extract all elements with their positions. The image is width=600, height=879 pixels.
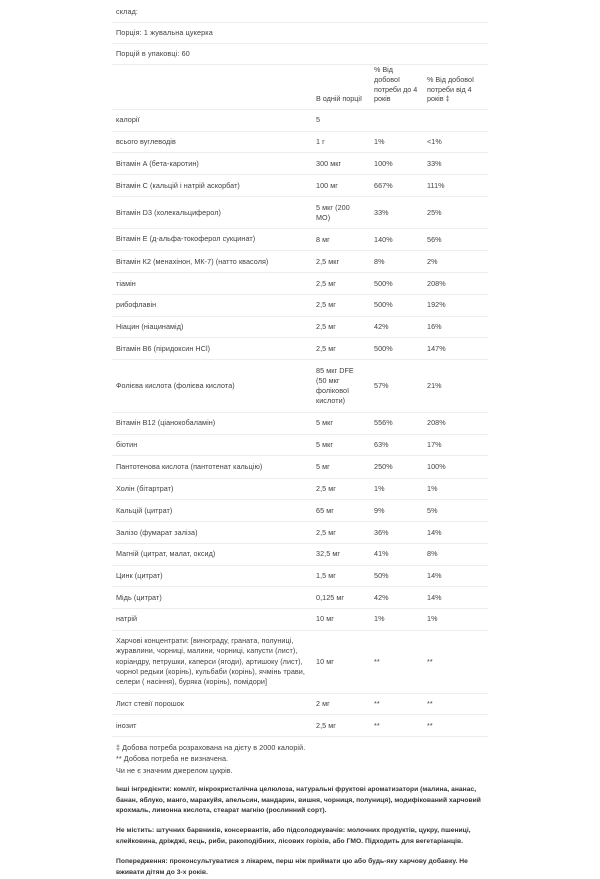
cell-dv-under-4: 500% <box>370 338 423 360</box>
cell-dv-over-4: 147% <box>423 338 488 360</box>
table-row <box>112 543 488 565</box>
table-row <box>112 360 488 413</box>
table-row <box>112 175 488 197</box>
table-row <box>112 131 488 153</box>
cell-dv-over-4: 21% <box>423 360 488 413</box>
cell-dv-over-4: 14% <box>423 565 488 587</box>
cell-nutrient-name: Мідь (цитрат) <box>112 587 312 609</box>
cell-nutrient-name: Вітамін К2 (менахінон, МК-7) (натто квасоля) <box>112 251 312 273</box>
cell-amount-per-serving: 10 мг <box>312 630 370 693</box>
table-row <box>112 715 488 737</box>
cell-dv-under-4: ** <box>370 693 423 715</box>
cell-dv-over-4: 33% <box>423 153 488 175</box>
intro-line-composition: склад: <box>112 0 488 23</box>
cell-amount-per-serving: 5 мкг <box>312 434 370 456</box>
cell-nutrient-name: Вітамін B12 (ціанокобаламін) <box>112 412 312 434</box>
table-row <box>112 478 488 500</box>
cell-dv-under-4: 1% <box>370 478 423 500</box>
cell-nutrient-name: Вітамін D3 (холекальциферол) <box>112 197 312 228</box>
cell-nutrient-name: тіамін <box>112 273 312 295</box>
intro-line-servings-per-container: Порцій в упаковці: 60 <box>112 44 488 65</box>
cell-dv-over-4: 192% <box>423 294 488 316</box>
cell-nutrient-name: Пантотенова кислота (пантотенат кальцію) <box>112 456 312 478</box>
cell-dv-over-4: ** <box>423 715 488 737</box>
cell-amount-per-serving: 1,5 мг <box>312 565 370 587</box>
footer-block <box>112 776 488 879</box>
intro-block <box>112 0 488 65</box>
table-row <box>112 565 488 587</box>
supplement-facts-table <box>112 65 488 737</box>
cell-nutrient-name: рибофлавін <box>112 294 312 316</box>
cell-dv-over-4: 1% <box>423 608 488 630</box>
cell-dv-under-4: 9% <box>370 500 423 522</box>
warning-paragraph: Попередження: проконсультуватися з лікарем, перш ніж приймати цю або будь-яку харчову добавку. Не вживати дітям до 3-х років. <box>116 857 468 876</box>
table-row <box>112 109 488 131</box>
cell-dv-over-4: 208% <box>423 412 488 434</box>
table-row <box>112 456 488 478</box>
cell-nutrient-name: Магній (цитрат, малат, оксид) <box>112 543 312 565</box>
cell-dv-over-4: 2% <box>423 251 488 273</box>
table-row <box>112 412 488 434</box>
cell-dv-over-4: 56% <box>423 228 488 250</box>
cell-dv-over-4: 14% <box>423 522 488 544</box>
cell-amount-per-serving: 300 мкг <box>312 153 370 175</box>
table-footnotes <box>112 737 488 775</box>
cell-dv-under-4: 500% <box>370 294 423 316</box>
table-row <box>112 608 488 630</box>
table-row <box>112 294 488 316</box>
cell-dv-under-4: 250% <box>370 456 423 478</box>
cell-amount-per-serving: 0,125 мг <box>312 587 370 609</box>
cell-dv-under-4: ** <box>370 715 423 737</box>
cell-dv-under-4: 100% <box>370 153 423 175</box>
cell-nutrient-name: Лист стевії порошок <box>112 693 312 715</box>
cell-dv-under-4: 8% <box>370 251 423 273</box>
cell-amount-per-serving: 2,5 мг <box>312 338 370 360</box>
table-body <box>112 109 488 736</box>
cell-nutrient-name: Вітамін C (кальцій і натрій аскорбат) <box>112 175 312 197</box>
table-header-row <box>112 65 488 109</box>
cell-dv-under-4: 556% <box>370 412 423 434</box>
cell-nutrient-name: біотин <box>112 434 312 456</box>
cell-nutrient-name: Фолієва кислота (фолієва кислота) <box>112 360 312 413</box>
cell-dv-over-4: 1% <box>423 478 488 500</box>
cell-amount-per-serving: 32,5 мг <box>312 543 370 565</box>
cell-nutrient-name: калорії <box>112 109 312 131</box>
cell-amount-per-serving: 5 <box>312 109 370 131</box>
cell-amount-per-serving: 5 мг <box>312 456 370 478</box>
table-row <box>112 197 488 228</box>
cell-dv-over-4: ** <box>423 693 488 715</box>
cell-amount-per-serving: 2,5 мг <box>312 316 370 338</box>
column-header-dv-under-4: % Від добової потреби до 4 років <box>370 65 423 109</box>
cell-amount-per-serving: 10 мг <box>312 608 370 630</box>
cell-dv-under-4: 42% <box>370 316 423 338</box>
cell-amount-per-serving: 2,5 мкг <box>312 251 370 273</box>
cell-nutrient-name: Залізо (фумарат заліза) <box>112 522 312 544</box>
cell-amount-per-serving: 2,5 мг <box>312 273 370 295</box>
cell-amount-per-serving: 2,5 мг <box>312 715 370 737</box>
cell-nutrient-name: всього вуглеводів <box>112 131 312 153</box>
cell-amount-per-serving: 5 мкг <box>312 412 370 434</box>
cell-amount-per-serving: 1 г <box>312 131 370 153</box>
cell-dv-under-4: 500% <box>370 273 423 295</box>
column-header-dv-over-4: % Від добової потреби від 4 років ‡ <box>423 65 488 109</box>
cell-dv-under-4: 50% <box>370 565 423 587</box>
cell-dv-under-4 <box>370 109 423 131</box>
cell-amount-per-serving: 2,5 мг <box>312 294 370 316</box>
table-row <box>112 693 488 715</box>
cell-dv-under-4: 57% <box>370 360 423 413</box>
cell-dv-over-4: 208% <box>423 273 488 295</box>
cell-dv-under-4: 36% <box>370 522 423 544</box>
intro-line-serving-size: Порція: 1 жувальна цукерка <box>112 23 488 44</box>
cell-amount-per-serving: 5 мкг (200 МО) <box>312 197 370 228</box>
cell-dv-under-4: 42% <box>370 587 423 609</box>
cell-nutrient-name: Вітамін A (бета-каротин) <box>112 153 312 175</box>
table-header <box>112 65 488 109</box>
cell-amount-per-serving: 100 мг <box>312 175 370 197</box>
other-ingredients-paragraph: Інші інгредієнти: комліт, мікрокристалічна целюлоза, натуральні фруктові ароматизатори (малина, ананас, банан, яблуко, манго, маракуйя, апельсин, мандарин, вишня, чорниця, полуниця), модифікований харчовий крохмаль, лимонна кислота, стеарат магнію (рослинний сорт). <box>116 785 481 815</box>
table-row <box>112 434 488 456</box>
cell-dv-over-4: 100% <box>423 456 488 478</box>
cell-dv-under-4: 1% <box>370 608 423 630</box>
cell-nutrient-name: Цинк (цитрат) <box>112 565 312 587</box>
cell-nutrient-name: Холін (бітартрат) <box>112 478 312 500</box>
cell-nutrient-name: Вітамін B6 (піридоксин HCl) <box>112 338 312 360</box>
table-row <box>112 522 488 544</box>
table-row <box>112 228 488 250</box>
cell-nutrient-name: Харчові концентрати: [винограду, граната, полуниці, журавлини, чорниці, малини, чорниці, капусти (лист), коріандру, петрушки, каперси (ягоди), артишоку (лист), чорної редьки (корінь), кульбаби (корінь), ячмінь трави, селери ( насіння), буряка (корінь), помідори] <box>112 630 312 693</box>
cell-amount-per-serving: 2 мг <box>312 693 370 715</box>
cell-amount-per-serving: 2,5 мг <box>312 522 370 544</box>
cell-dv-over-4: 8% <box>423 543 488 565</box>
cell-nutrient-name: інозит <box>112 715 312 737</box>
cell-dv-under-4: ** <box>370 630 423 693</box>
footnote-dv-not-established: ** Добова потреба не визначена. <box>116 754 229 764</box>
cell-amount-per-serving: 85 мкг DFE (50 мкг фолікової кислоти) <box>312 360 370 413</box>
cell-dv-over-4: ** <box>423 630 488 693</box>
cell-dv-under-4: 140% <box>370 228 423 250</box>
column-header-nutrient <box>112 65 312 109</box>
cell-nutrient-name: Ніацин (ніацинамід) <box>112 316 312 338</box>
cell-nutrient-name: натрій <box>112 608 312 630</box>
cell-dv-under-4: 33% <box>370 197 423 228</box>
column-header-per-serving: В одній порції <box>312 65 370 109</box>
footnote-daily-value-basis: ‡ Добова потреба розрахована на дієту в 2000 калорій. <box>116 743 306 753</box>
cell-nutrient-name: Кальцій (цитрат) <box>112 500 312 522</box>
cell-amount-per-serving: 8 мг <box>312 228 370 250</box>
cell-dv-under-4: 667% <box>370 175 423 197</box>
table-row <box>112 251 488 273</box>
table-row <box>112 153 488 175</box>
cell-dv-over-4: 17% <box>423 434 488 456</box>
cell-dv-over-4 <box>423 109 488 131</box>
cell-dv-over-4: <1% <box>423 131 488 153</box>
table-row <box>112 273 488 295</box>
table-row <box>112 587 488 609</box>
free-from-paragraph: Не містить: штучних барвників, консервантів, або підсолоджувачів: молочних продуктів, цукру, пшениці, клейковина, дріжджі, яєць, риби, ракоподібних, лісових горіхів, або ГМО. Підходить для вегетаріанців. <box>116 827 471 846</box>
table-row <box>112 630 488 693</box>
cell-dv-over-4: 25% <box>423 197 488 228</box>
cell-dv-over-4: 14% <box>423 587 488 609</box>
cell-amount-per-serving: 2,5 мг <box>312 478 370 500</box>
cell-dv-under-4: 1% <box>370 131 423 153</box>
cell-dv-over-4: 16% <box>423 316 488 338</box>
cell-dv-over-4: 111% <box>423 175 488 197</box>
cell-dv-over-4: 5% <box>423 500 488 522</box>
table-row <box>112 500 488 522</box>
cell-dv-under-4: 63% <box>370 434 423 456</box>
cell-amount-per-serving: 65 мг <box>312 500 370 522</box>
cell-nutrient-name: Вітамін Е (д-альфа-токоферол сукцинат) <box>112 228 312 250</box>
cell-dv-under-4: 41% <box>370 543 423 565</box>
table-row <box>112 316 488 338</box>
table-row <box>112 338 488 360</box>
footnote-not-significant-sugar-source: Чи не є значним джерелом цукрів. <box>116 765 233 775</box>
